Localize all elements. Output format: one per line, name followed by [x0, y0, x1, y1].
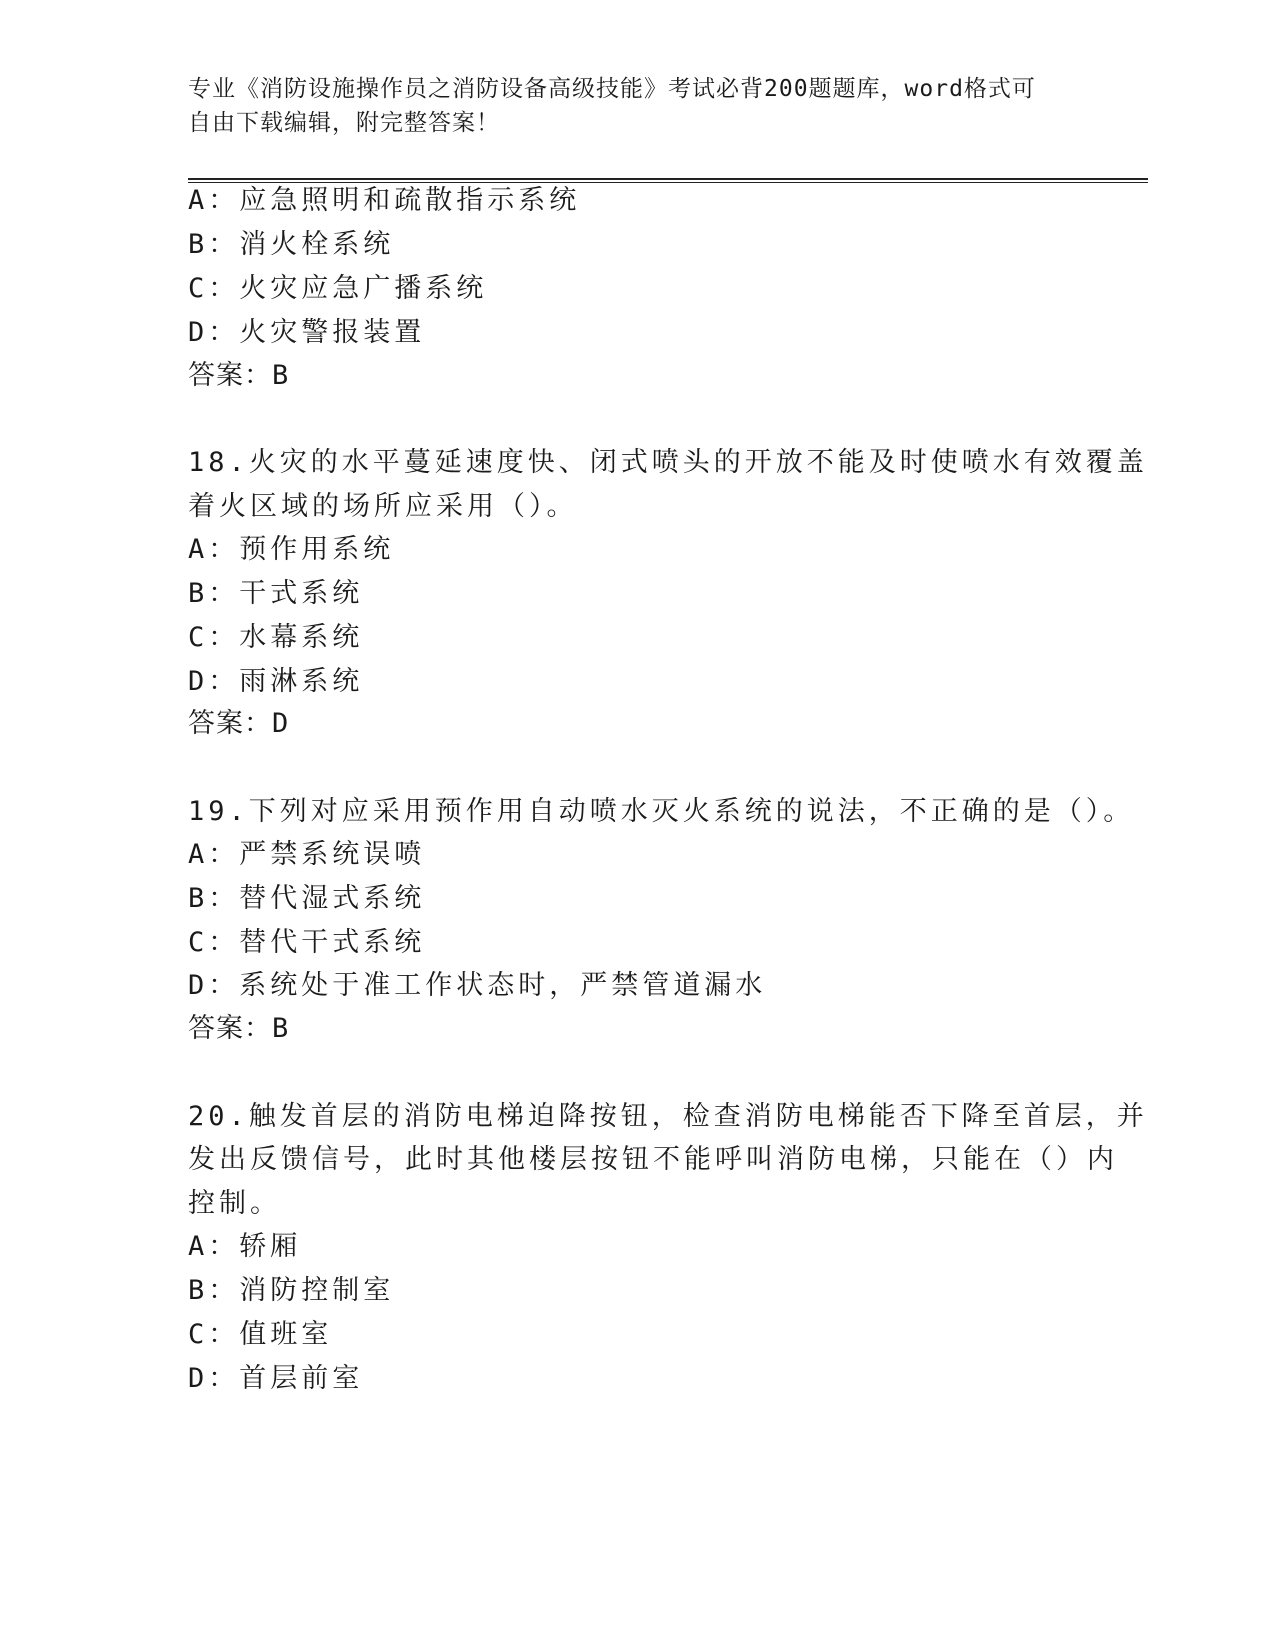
- q18-stem-line-1: 18.火灾的水平蔓延速度快、闭式喷头的开放不能及时使喷水有效覆盖: [188, 447, 1148, 478]
- q19-answer: 答案：B: [188, 1013, 290, 1044]
- q19-option-b: B：替代湿式系统: [188, 883, 426, 914]
- q17-option-c: C：火灾应急广播系统: [188, 273, 488, 304]
- q20-option-b: B：消防控制室: [188, 1275, 395, 1306]
- q20-option-a: A：轿厢: [188, 1231, 302, 1262]
- q20-option-d: D：首层前室: [188, 1363, 364, 1394]
- header-line-1: 专业《消防设施操作员之消防设备高级技能》考试必背200题题库，word格式可: [188, 76, 1036, 102]
- q17-option-d: D：火灾警报装置: [188, 317, 426, 348]
- q18-option-d: D：雨淋系统: [188, 666, 364, 697]
- q20-stem-line-1: 20.触发首层的消防电梯迫降按钮，检查消防电梯能否下降至首层，并: [188, 1101, 1148, 1132]
- q17-option-a: A：应急照明和疏散指示系统: [188, 185, 581, 216]
- document-header: [188, 72, 1068, 140]
- q20-stem-line-3: 控制。: [188, 1188, 281, 1219]
- q18-option-b: B：干式系统: [188, 578, 364, 609]
- q19-option-c: C：替代干式系统: [188, 927, 426, 958]
- q19-option-d: D：系统处于准工作状态时，严禁管道漏水: [188, 970, 767, 1001]
- q19-stem-line-1: 19.下列对应采用预作用自动喷水灭火系统的说法，不正确的是（）。: [188, 796, 1135, 827]
- q17-answer: 答案：B: [188, 360, 290, 391]
- q17-option-b: B：消火栓系统: [188, 229, 395, 260]
- q20-option-c: C：值班室: [188, 1319, 333, 1350]
- q18-stem-line-2: 着火区域的场所应采用（）。: [188, 491, 578, 522]
- header-line-2: 自由下载编辑，附完整答案！: [188, 110, 500, 136]
- q18-option-c: C：水幕系统: [188, 622, 364, 653]
- q18-option-a: A：预作用系统: [188, 534, 395, 565]
- q19-option-a: A：严禁系统误喷: [188, 839, 426, 870]
- q18-answer: 答案：D: [188, 708, 290, 739]
- q20-stem-line-2: 发出反馈信号，此时其他楼层按钮不能呼叫消防电梯，只能在（）内: [188, 1144, 1118, 1175]
